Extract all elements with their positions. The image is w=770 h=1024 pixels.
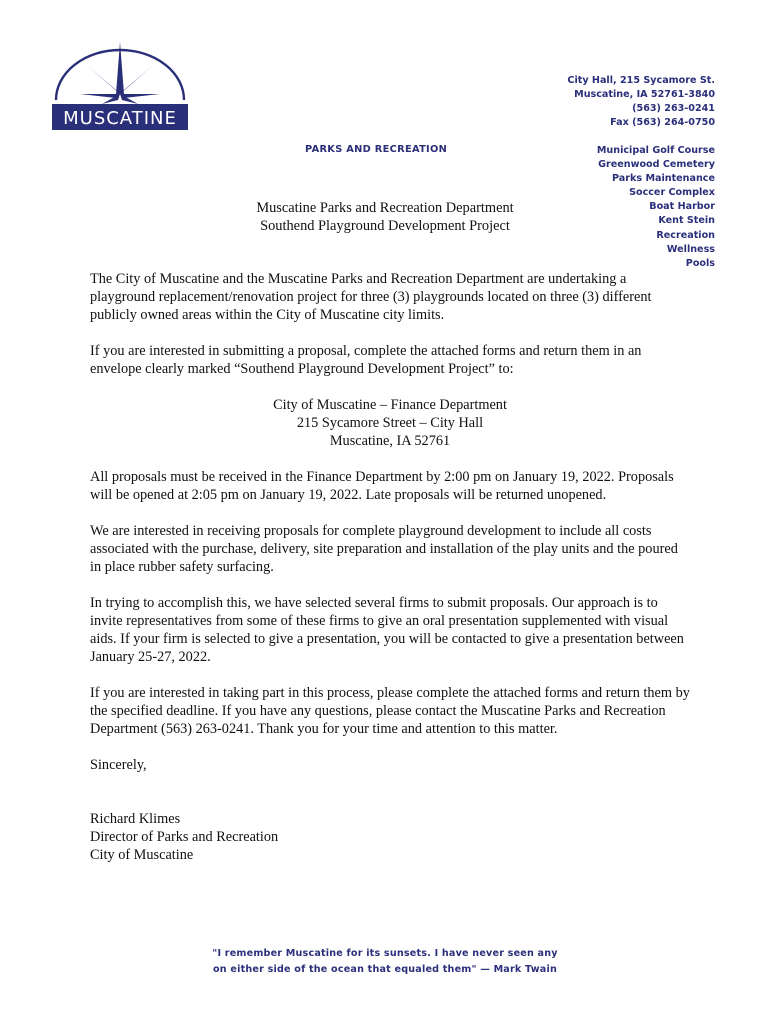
signature-organization: City of Muscatine <box>90 847 194 863</box>
mailing-address-line: 215 Sycamore Street – City Hall <box>296 415 484 431</box>
division-item: Greenwood Cemetery <box>598 159 715 171</box>
division-item: Recreation <box>656 229 715 241</box>
compass-star-icon <box>50 42 190 132</box>
paragraph-approach: In trying to accomplish this, we have selected several firms to submit proposals. Our approach is to invite representatives from some of these firms to give an oral presentation supplemented with visual aids. If your firm is selected to give a presentation, you will be contacted to give a presentation between January 25-27, 2022. <box>90 595 684 665</box>
mailing-address <box>90 396 690 450</box>
department-heading: PARKS AND RECREATION <box>305 144 448 155</box>
letter-body <box>90 270 690 864</box>
division-item: Boat Harbor <box>649 201 715 213</box>
mailing-address-line: Muscatine, IA 52761 <box>329 433 451 449</box>
division-item: Pools <box>685 257 715 269</box>
address-line: City Hall, 215 Sycamore St. <box>567 75 715 86</box>
mailing-address-line: City of Muscatine – Finance Department <box>273 397 507 413</box>
paragraph-scope: We are interested in receiving proposals for complete playground development to include all costs associated with the purchase, delivery, site preparation and installation of the play units and the poured in place rubber safety surfacing. <box>90 523 678 575</box>
divisions-list <box>597 144 715 271</box>
address-line: Muscatine, IA 52761-3840 <box>574 89 715 100</box>
address-phone: (563) 263-0241 <box>632 103 715 114</box>
muscatine-logo <box>50 42 190 132</box>
subject-line: Southend Playground Development Project <box>260 218 510 234</box>
division-item: Soccer Complex <box>629 187 715 199</box>
letter-subject <box>230 199 540 235</box>
division-item: Kent Stein <box>658 215 715 227</box>
subject-line: Muscatine Parks and Recreation Department <box>256 200 514 216</box>
signature-name: Richard Klimes <box>90 811 181 827</box>
paragraph-intro: The City of Muscatine and the Muscatine Parks and Recreation Department are undertaking a playground replacement/renovation project for three (3) playgrounds located on three (3) different publicly owned areas within the City of Muscatine city limits. <box>90 271 652 323</box>
division-item: Municipal Golf Course <box>596 145 715 156</box>
paragraph-contact: If you are interested in taking part in this process, please complete the attached forms and return them by the specified deadline. If you have any questions, please contact the Muscatine Parks and Recreation Department (563) 263-0241. Thank you for your time and attention to this matter. <box>90 685 690 737</box>
city-hall-address <box>567 74 715 130</box>
paragraph-submission: If you are interested in submitting a proposal, complete the attached forms and return them in an envelope clearly marked “Southend Playground Development Project” to: <box>90 343 642 377</box>
closing: Sincerely, <box>90 757 147 773</box>
quote-line: "I remember Muscatine for its sunsets. I have never seen any <box>212 948 558 959</box>
footer-quote <box>200 946 570 978</box>
quote-line: on either side of the ocean that equaled them" — Mark Twain <box>213 964 557 975</box>
signature-block <box>90 810 690 864</box>
signature-title: Director of Parks and Recreation <box>90 829 279 845</box>
paragraph-deadline: All proposals must be received in the Finance Department by 2:00 pm on January 19, 2022. Proposals will be opened at 2:05 pm on January 19, 2022. Late proposals will be returned unopened. <box>90 469 674 503</box>
logo-text: MUSCATINE <box>63 108 177 129</box>
division-item: Parks Maintenance <box>612 173 715 185</box>
division-item: Wellness <box>666 243 715 255</box>
address-fax: Fax (563) 264-0750 <box>610 117 715 128</box>
